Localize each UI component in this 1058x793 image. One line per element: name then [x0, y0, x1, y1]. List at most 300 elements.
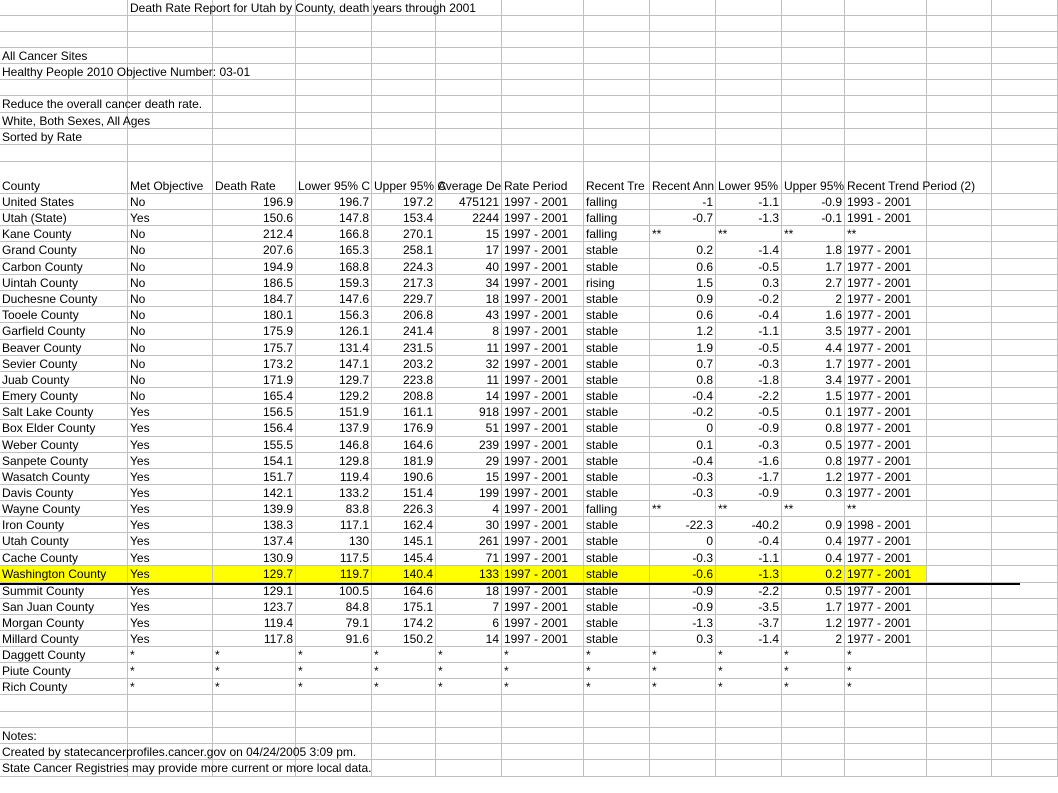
data-cell[interactable]: -2.2 [716, 388, 782, 404]
empty-cell[interactable] [716, 32, 782, 48]
empty-cell[interactable] [716, 695, 782, 712]
empty-cell[interactable] [296, 113, 372, 129]
data-cell[interactable]: stable [584, 631, 650, 647]
empty-cell[interactable] [927, 64, 992, 80]
data-cell[interactable]: -1.6 [716, 453, 782, 469]
empty-cell[interactable] [213, 16, 296, 32]
data-cell[interactable]: 130.9 [213, 550, 296, 566]
data-cell[interactable]: 1.7 [782, 356, 845, 372]
empty-cell[interactable] [372, 80, 436, 96]
empty-cell[interactable] [584, 64, 650, 80]
empty-cell[interactable] [436, 80, 502, 96]
data-cell[interactable]: * [845, 679, 927, 695]
data-cell[interactable]: 175.9 [213, 323, 296, 340]
county-name[interactable]: United States [0, 194, 128, 210]
data-cell[interactable]: 1997 - 2001 [502, 307, 584, 323]
data-cell[interactable]: 270.1 [372, 226, 436, 242]
data-cell[interactable]: 0.9 [782, 517, 845, 533]
empty-cell[interactable] [992, 615, 1058, 631]
data-cell[interactable]: 261 [436, 533, 502, 550]
data-cell[interactable]: -3.7 [716, 615, 782, 631]
data-cell[interactable]: 129.1 [213, 583, 296, 599]
data-cell[interactable]: 91.6 [296, 631, 372, 647]
data-cell[interactable]: 165.3 [296, 242, 372, 259]
cancer-site[interactable]: All Cancer Sites [0, 48, 128, 64]
data-cell[interactable]: stable [584, 340, 650, 356]
empty-cell[interactable] [213, 695, 296, 712]
county-name[interactable]: Piute County [0, 663, 128, 679]
data-cell[interactable]: 18 [436, 583, 502, 599]
data-cell[interactable]: 0.3 [650, 631, 716, 647]
empty-cell[interactable] [436, 48, 502, 64]
data-cell[interactable]: 181.9 [372, 453, 436, 469]
data-cell[interactable]: 156.5 [213, 404, 296, 420]
empty-cell[interactable] [436, 32, 502, 48]
data-cell[interactable]: -0.3 [650, 485, 716, 501]
empty-cell[interactable] [927, 242, 992, 259]
data-cell[interactable]: 1997 - 2001 [502, 372, 584, 388]
data-cell[interactable]: 207.6 [213, 242, 296, 259]
data-cell[interactable]: 0 [650, 420, 716, 437]
data-cell[interactable]: stable [584, 242, 650, 259]
empty-cell[interactable] [782, 32, 845, 48]
data-cell[interactable]: No [128, 388, 213, 404]
data-cell[interactable]: -0.4 [716, 307, 782, 323]
data-cell[interactable]: No [128, 291, 213, 307]
data-cell[interactable]: 34 [436, 275, 502, 291]
data-cell[interactable]: 1997 - 2001 [502, 485, 584, 501]
data-cell[interactable]: 0.1 [650, 437, 716, 453]
empty-cell[interactable] [436, 728, 502, 744]
data-cell[interactable]: 918 [436, 404, 502, 420]
data-cell[interactable]: 0.9 [650, 291, 716, 307]
data-cell[interactable]: 1977 - 2001 [845, 631, 927, 647]
data-cell[interactable]: 100.5 [296, 583, 372, 599]
data-cell[interactable]: 1997 - 2001 [502, 469, 584, 485]
empty-cell[interactable] [927, 113, 992, 129]
data-cell[interactable]: 0.7 [650, 356, 716, 372]
data-cell[interactable]: 1997 - 2001 [502, 194, 584, 210]
empty-cell[interactable] [502, 16, 584, 32]
data-cell[interactable]: * [782, 679, 845, 695]
county-name[interactable]: Iron County [0, 517, 128, 533]
data-cell[interactable]: 164.6 [372, 583, 436, 599]
empty-cell[interactable] [213, 129, 296, 145]
empty-cell[interactable] [845, 744, 927, 760]
county-name[interactable]: Utah County [0, 533, 128, 550]
data-cell[interactable]: stable [584, 566, 650, 583]
data-cell[interactable]: 1977 - 2001 [845, 583, 927, 599]
empty-cell[interactable] [927, 550, 992, 566]
data-cell[interactable]: 15 [436, 226, 502, 242]
data-cell[interactable]: 117.1 [296, 517, 372, 533]
empty-cell[interactable] [213, 712, 296, 728]
data-cell[interactable]: 1977 - 2001 [845, 420, 927, 437]
data-cell[interactable]: -0.3 [716, 437, 782, 453]
column-header[interactable]: Met Objective [128, 162, 213, 194]
empty-cell[interactable] [927, 16, 992, 32]
data-cell[interactable]: 241.4 [372, 323, 436, 340]
empty-cell[interactable] [436, 695, 502, 712]
empty-cell[interactable] [0, 695, 128, 712]
data-cell[interactable]: -0.3 [650, 550, 716, 566]
data-cell[interactable]: 30 [436, 517, 502, 533]
data-cell[interactable]: 0.6 [650, 307, 716, 323]
empty-cell[interactable] [584, 48, 650, 64]
data-cell[interactable]: Yes [128, 583, 213, 599]
data-cell[interactable]: stable [584, 420, 650, 437]
empty-cell[interactable] [927, 32, 992, 48]
data-cell[interactable]: * [584, 679, 650, 695]
empty-cell[interactable] [502, 0, 584, 16]
data-cell[interactable]: 156.3 [296, 307, 372, 323]
data-cell[interactable]: stable [584, 307, 650, 323]
data-cell[interactable]: ** [650, 226, 716, 242]
empty-cell[interactable] [502, 728, 584, 744]
empty-cell[interactable] [436, 96, 502, 113]
data-cell[interactable]: 1997 - 2001 [502, 242, 584, 259]
empty-cell[interactable] [128, 728, 213, 744]
empty-cell[interactable] [128, 16, 213, 32]
data-cell[interactable]: 184.7 [213, 291, 296, 307]
data-cell[interactable]: -0.9 [716, 485, 782, 501]
empty-cell[interactable] [782, 80, 845, 96]
empty-cell[interactable] [992, 420, 1058, 437]
data-cell[interactable]: 117.5 [296, 550, 372, 566]
data-cell[interactable]: -0.2 [650, 404, 716, 420]
empty-cell[interactable] [992, 162, 1058, 194]
data-cell[interactable]: 168.8 [296, 259, 372, 275]
empty-cell[interactable] [992, 679, 1058, 695]
data-cell[interactable]: -0.3 [716, 356, 782, 372]
data-cell[interactable]: 175.1 [372, 599, 436, 615]
data-cell[interactable]: stable [584, 323, 650, 340]
empty-cell[interactable] [992, 210, 1058, 226]
county-name[interactable]: Summit County [0, 583, 128, 599]
data-cell[interactable]: 196.7 [296, 194, 372, 210]
data-cell[interactable]: 1.2 [650, 323, 716, 340]
empty-cell[interactable] [927, 340, 992, 356]
county-name[interactable]: Grand County [0, 242, 128, 259]
county-name[interactable]: Wasatch County [0, 469, 128, 485]
data-cell[interactable]: 140.4 [372, 566, 436, 583]
data-cell[interactable]: 150.6 [213, 210, 296, 226]
empty-cell[interactable] [992, 307, 1058, 323]
data-cell[interactable]: 208.8 [372, 388, 436, 404]
data-cell[interactable]: 1997 - 2001 [502, 517, 584, 533]
data-cell[interactable]: stable [584, 599, 650, 615]
empty-cell[interactable] [296, 129, 372, 145]
data-cell[interactable]: 7 [436, 599, 502, 615]
data-cell[interactable]: 4 [436, 501, 502, 517]
data-cell[interactable]: 166.8 [296, 226, 372, 242]
empty-cell[interactable] [782, 712, 845, 728]
data-cell[interactable]: 2 [782, 631, 845, 647]
data-cell[interactable]: 1977 - 2001 [845, 469, 927, 485]
empty-cell[interactable] [436, 744, 502, 760]
column-header[interactable]: Rate Period [502, 162, 584, 194]
empty-cell[interactable] [650, 64, 716, 80]
data-cell[interactable]: 226.3 [372, 501, 436, 517]
empty-cell[interactable] [372, 64, 436, 80]
column-header[interactable]: County [0, 162, 128, 194]
data-cell[interactable]: 1997 - 2001 [502, 599, 584, 615]
column-header[interactable]: Recent Trend Period (2) [845, 162, 927, 194]
county-name[interactable]: Millard County [0, 631, 128, 647]
empty-cell[interactable] [502, 80, 584, 96]
county-name[interactable]: Juab County [0, 372, 128, 388]
empty-cell[interactable] [372, 728, 436, 744]
empty-cell[interactable] [716, 760, 782, 777]
data-cell[interactable]: 0.4 [782, 550, 845, 566]
county-name[interactable]: Carbon County [0, 259, 128, 275]
empty-cell[interactable] [992, 583, 1058, 599]
data-cell[interactable]: Yes [128, 210, 213, 226]
empty-cell[interactable] [927, 404, 992, 420]
data-cell[interactable]: 1977 - 2001 [845, 372, 927, 388]
empty-cell[interactable] [782, 113, 845, 129]
empty-cell[interactable] [845, 113, 927, 129]
data-cell[interactable]: falling [584, 226, 650, 242]
data-cell[interactable]: Yes [128, 517, 213, 533]
empty-cell[interactable] [992, 129, 1058, 145]
empty-cell[interactable] [502, 744, 584, 760]
empty-cell[interactable] [296, 712, 372, 728]
data-cell[interactable]: -22.3 [650, 517, 716, 533]
data-cell[interactable]: 0.8 [782, 420, 845, 437]
data-cell[interactable]: 0.3 [782, 485, 845, 501]
empty-cell[interactable] [927, 663, 992, 679]
data-cell[interactable]: 1977 - 2001 [845, 437, 927, 453]
data-cell[interactable]: 117.8 [213, 631, 296, 647]
data-cell[interactable]: * [372, 679, 436, 695]
empty-cell[interactable] [584, 96, 650, 113]
empty-cell[interactable] [992, 647, 1058, 663]
data-cell[interactable]: * [584, 663, 650, 679]
empty-cell[interactable] [0, 16, 128, 32]
data-cell[interactable]: 0.5 [782, 437, 845, 453]
empty-cell[interactable] [0, 145, 128, 162]
data-cell[interactable]: 4.4 [782, 340, 845, 356]
data-cell[interactable]: 153.4 [372, 210, 436, 226]
empty-cell[interactable] [584, 695, 650, 712]
empty-cell[interactable] [716, 129, 782, 145]
empty-cell[interactable] [992, 712, 1058, 728]
empty-cell[interactable] [927, 501, 992, 517]
empty-cell[interactable] [992, 64, 1058, 80]
empty-cell[interactable] [296, 48, 372, 64]
empty-cell[interactable] [128, 145, 213, 162]
empty-cell[interactable] [992, 566, 1058, 583]
empty-cell[interactable] [716, 744, 782, 760]
data-cell[interactable]: Yes [128, 501, 213, 517]
empty-cell[interactable] [372, 16, 436, 32]
data-cell[interactable]: Yes [128, 485, 213, 501]
empty-cell[interactable] [992, 550, 1058, 566]
data-cell[interactable]: 1977 - 2001 [845, 485, 927, 501]
empty-cell[interactable] [716, 0, 782, 16]
empty-cell[interactable] [992, 356, 1058, 372]
data-cell[interactable]: 1997 - 2001 [502, 583, 584, 599]
data-cell[interactable]: 151.9 [296, 404, 372, 420]
empty-cell[interactable] [992, 16, 1058, 32]
data-cell[interactable]: 1997 - 2001 [502, 437, 584, 453]
empty-cell[interactable] [927, 469, 992, 485]
data-cell[interactable]: ** [650, 501, 716, 517]
data-cell[interactable]: 190.6 [372, 469, 436, 485]
data-cell[interactable]: 137.4 [213, 533, 296, 550]
empty-cell[interactable] [992, 695, 1058, 712]
data-cell[interactable]: Yes [128, 550, 213, 566]
empty-cell[interactable] [584, 0, 650, 16]
data-cell[interactable]: 79.1 [296, 615, 372, 631]
empty-cell[interactable] [992, 372, 1058, 388]
data-cell[interactable]: No [128, 323, 213, 340]
empty-cell[interactable] [213, 48, 296, 64]
data-cell[interactable]: stable [584, 437, 650, 453]
empty-cell[interactable] [296, 96, 372, 113]
empty-cell[interactable] [992, 291, 1058, 307]
data-cell[interactable]: 1977 - 2001 [845, 340, 927, 356]
empty-cell[interactable] [927, 129, 992, 145]
data-cell[interactable]: 1997 - 2001 [502, 388, 584, 404]
empty-cell[interactable] [650, 744, 716, 760]
data-cell[interactable]: 146.8 [296, 437, 372, 453]
county-name[interactable]: Emery County [0, 388, 128, 404]
data-cell[interactable]: * [128, 679, 213, 695]
empty-cell[interactable] [927, 437, 992, 453]
data-cell[interactable]: * [584, 647, 650, 663]
column-header[interactable]: Recent Tre [584, 162, 650, 194]
data-cell[interactable]: 151.7 [213, 469, 296, 485]
objective-goal[interactable]: Reduce the overall cancer death rate. [2, 97, 203, 111]
empty-cell[interactable] [927, 210, 992, 226]
data-cell[interactable]: -1.1 [716, 323, 782, 340]
data-cell[interactable]: 186.5 [213, 275, 296, 291]
data-cell[interactable]: 40 [436, 259, 502, 275]
empty-cell[interactable] [927, 145, 992, 162]
empty-cell[interactable] [502, 113, 584, 129]
data-cell[interactable]: 1997 - 2001 [502, 615, 584, 631]
data-cell[interactable]: -40.2 [716, 517, 782, 533]
data-cell[interactable]: ** [782, 501, 845, 517]
data-cell[interactable]: 147.1 [296, 356, 372, 372]
empty-cell[interactable] [782, 129, 845, 145]
data-cell[interactable]: 0.5 [782, 583, 845, 599]
data-cell[interactable]: 147.8 [296, 210, 372, 226]
data-cell[interactable]: 1977 - 2001 [845, 453, 927, 469]
empty-cell[interactable] [716, 16, 782, 32]
data-cell[interactable]: 1.5 [650, 275, 716, 291]
data-cell[interactable]: Yes [128, 469, 213, 485]
data-cell[interactable]: 1991 - 2001 [845, 210, 927, 226]
data-cell[interactable]: -1.1 [716, 550, 782, 566]
county-name[interactable]: Rich County [0, 679, 128, 695]
county-name[interactable]: Beaver County [0, 340, 128, 356]
empty-cell[interactable] [782, 16, 845, 32]
data-cell[interactable]: Yes [128, 599, 213, 615]
empty-cell[interactable] [992, 145, 1058, 162]
data-cell[interactable]: -0.6 [650, 566, 716, 583]
empty-cell[interactable] [845, 32, 927, 48]
data-cell[interactable]: 1997 - 2001 [502, 323, 584, 340]
empty-cell[interactable] [992, 80, 1058, 96]
empty-cell[interactable] [372, 113, 436, 129]
empty-cell[interactable] [927, 695, 992, 712]
data-cell[interactable]: 2244 [436, 210, 502, 226]
empty-cell[interactable] [584, 32, 650, 48]
notes-registries[interactable]: State Cancer Registries may provide more current or more local data. [2, 761, 372, 775]
data-cell[interactable]: No [128, 259, 213, 275]
data-cell[interactable]: 138.3 [213, 517, 296, 533]
data-cell[interactable]: Yes [128, 615, 213, 631]
data-cell[interactable]: 1997 - 2001 [502, 340, 584, 356]
sort-order[interactable]: Sorted by Rate [0, 129, 128, 145]
data-cell[interactable]: stable [584, 404, 650, 420]
data-cell[interactable]: No [128, 242, 213, 259]
data-cell[interactable]: 15 [436, 469, 502, 485]
empty-cell[interactable] [716, 712, 782, 728]
data-cell[interactable]: 0.8 [782, 453, 845, 469]
empty-cell[interactable] [927, 599, 992, 615]
empty-cell[interactable] [502, 760, 584, 777]
empty-cell[interactable] [782, 96, 845, 113]
empty-cell[interactable] [128, 695, 213, 712]
data-cell[interactable]: * [716, 679, 782, 695]
empty-cell[interactable] [992, 0, 1058, 16]
data-cell[interactable]: 1977 - 2001 [845, 566, 927, 583]
empty-cell[interactable] [992, 404, 1058, 420]
empty-cell[interactable] [992, 760, 1058, 777]
data-cell[interactable]: 147.6 [296, 291, 372, 307]
empty-cell[interactable] [927, 615, 992, 631]
data-cell[interactable]: stable [584, 259, 650, 275]
data-cell[interactable]: 131.4 [296, 340, 372, 356]
empty-cell[interactable] [372, 744, 436, 760]
empty-cell[interactable] [372, 48, 436, 64]
empty-cell[interactable] [992, 388, 1058, 404]
data-cell[interactable]: ** [782, 226, 845, 242]
empty-cell[interactable] [296, 16, 372, 32]
data-cell[interactable]: 223.8 [372, 372, 436, 388]
empty-cell[interactable] [845, 80, 927, 96]
empty-cell[interactable] [128, 48, 213, 64]
empty-cell[interactable] [650, 0, 716, 16]
data-cell[interactable]: Yes [128, 566, 213, 583]
empty-cell[interactable] [502, 145, 584, 162]
data-cell[interactable]: 1.9 [650, 340, 716, 356]
data-cell[interactable]: * [372, 647, 436, 663]
empty-cell[interactable] [845, 712, 927, 728]
data-cell[interactable]: -1.7 [716, 469, 782, 485]
empty-cell[interactable] [128, 32, 213, 48]
data-cell[interactable]: stable [584, 550, 650, 566]
data-cell[interactable]: 1997 - 2001 [502, 533, 584, 550]
data-cell[interactable]: -1.8 [716, 372, 782, 388]
empty-cell[interactable] [372, 96, 436, 113]
empty-cell[interactable] [992, 453, 1058, 469]
data-cell[interactable]: 1.2 [782, 469, 845, 485]
empty-cell[interactable] [716, 64, 782, 80]
empty-cell[interactable] [502, 129, 584, 145]
data-cell[interactable]: * [436, 679, 502, 695]
data-cell[interactable]: 194.9 [213, 259, 296, 275]
empty-cell[interactable] [927, 679, 992, 695]
column-header[interactable]: Upper 95% C [372, 162, 436, 194]
county-name[interactable]: Duchesne County [0, 291, 128, 307]
empty-cell[interactable] [782, 145, 845, 162]
data-cell[interactable]: 0.3 [716, 275, 782, 291]
